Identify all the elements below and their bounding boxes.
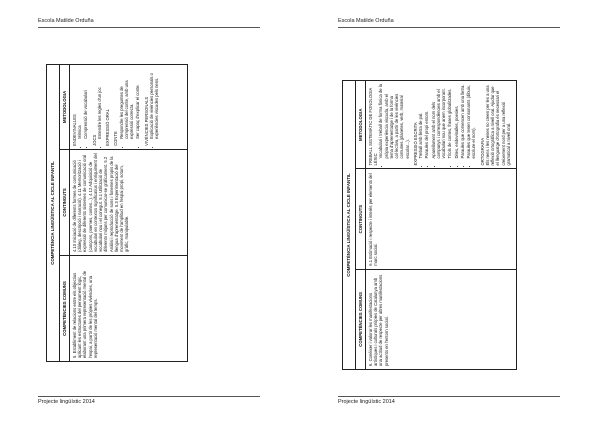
header-rule xyxy=(338,27,560,28)
method-item: • Treball amb lletra de pal. xyxy=(418,84,423,159)
competency-text: 6. Conèixer i valorar les manifestacions artístiques i culturals pròpies de Catalunya amb una actitud de respecte per altres manifestacions presents en l'entorn social. xyxy=(367,274,389,366)
method-item: • Paraules que comencen amb una lletra. xyxy=(460,84,465,159)
method-item: • Comprensió de vocabulari xyxy=(83,68,88,139)
method-item: • Respondre les preguntes de comprensió del conte, amb una expressió correcta. xyxy=(119,68,135,139)
content-text: 4.10 Iniciació de diferents formes de comunicació (diàleg, descripció i narració). 4.11 Memorització i expressió de diferents sistemes de comunicació oral (cançons, poemes, contes...). 4.12 Adquisició de vocabulari en contextos significatius i enriquiment del vocabulari nou i el conegut. 5.1 Utilització de diferents mitjans per comunicar-se gràficament. 5.2 Anàlisi i reproducció de sons i fonemes propis de la llengua d'aprenentatge. 5.3 Experimentació del moviment de l'amplitud en l'espai propi, sotum, gràfic, manipulable. xyxy=(71,153,130,252)
table-title: COMPETÈNCIA LINGÜÍSTICA AL CICLE INFANTIL xyxy=(47,65,60,362)
content-text: 6.1 Estimació i respecte i interès per elements del marc social. xyxy=(367,173,379,266)
col-header-competencies: COMPETÈNCIES COMUNS xyxy=(355,269,365,369)
method-heading: EXPRESSIÓ ORAL xyxy=(105,109,111,146)
header-rule xyxy=(38,27,260,28)
col-header-content: CONTINGUTS xyxy=(355,169,365,269)
footer-rule xyxy=(38,396,260,397)
method-item: • Ser capaç d'explicar el conte. xyxy=(135,68,140,139)
rotated-table-left xyxy=(46,64,188,362)
method-item: • Entendre les regles d'un joc xyxy=(97,68,102,139)
method-heading: VIVÈNCIES PERSONALS xyxy=(143,96,149,146)
col-header-method: METODOLOGIA xyxy=(59,65,69,150)
competency-text: 5. Establiment de relacions entre els objectius aplicant les estructures del pensament lògic, elaborant una primera representació mental de l'espai, a partir de les pròpies vivències, una representació mental del temps. xyxy=(71,270,98,358)
page-header: Escola Matilde Orduña xyxy=(338,18,394,24)
competency-cell xyxy=(365,269,516,369)
method-item: • Vocabulari i treball de forma fònica de la pròpia experiència viscuda, amb el tema d'aprenentatge i de la forma col·lectiva, a partir de les vivències comunes (planetes, verb, material escolar...). xyxy=(378,84,410,159)
competency-table xyxy=(342,80,517,370)
method-item: • Explicació de vivències personals o experiències viscudes pels nens. xyxy=(149,68,160,139)
method-item: • Mímica xyxy=(77,68,82,139)
content-cell xyxy=(365,169,516,269)
method-item: • Paraules del propi entorn. xyxy=(424,84,429,159)
page-right xyxy=(300,0,600,424)
rotated-table-right xyxy=(342,80,517,370)
method-heading: EXPRESSIÓ ESCRITA xyxy=(412,122,418,166)
col-header-method: METODOLOGIA xyxy=(355,81,365,170)
method-heading: ORTOGRAFIA xyxy=(479,137,485,166)
method-heading: TREBALL SISTEMÀTIC DE FONOLOGIA LÈXIC xyxy=(367,87,379,166)
page-footer: Projecte lingüístic 2014 xyxy=(338,399,395,405)
method-heading: CONTE xyxy=(113,131,119,146)
method-item: • Aparellament amb el nom dels companys i correspondències amb el vocabulari nou que anem incorporant. xyxy=(431,84,447,159)
competency-table xyxy=(46,64,188,362)
method-item: • Dites, endevinalles, poesies. xyxy=(454,84,459,159)
competency-cell xyxy=(69,255,187,361)
method-text: Els nens i les nenes no creen per les a una reflexió ortogràfica a nivell oral. Ajudar que el llenguatge d'ortografia és necessari el creixement nord per a una reflexió gramatical a nivell oral. xyxy=(484,85,511,166)
method-item: • Paraules que tenen consonants (dibuix, escriure el nom). xyxy=(466,84,477,159)
method-heading: ENDEVINALLES xyxy=(71,114,77,146)
col-header-content: CONTINGUTS xyxy=(59,149,69,255)
method-cell xyxy=(365,81,516,170)
method-cell xyxy=(69,65,187,150)
table-title: COMPETÈNCIA LINGÜÍSTICA AL CICLE INFANTIL xyxy=(343,81,356,370)
method-heading: JOCS xyxy=(91,134,97,146)
footer-rule xyxy=(338,396,560,397)
col-header-competencies: COMPETÈNCIES COMUNS xyxy=(59,255,69,361)
page-header: Escola Matilde Orduña xyxy=(38,18,94,24)
method-item: • Títols de contes, frases globalitzades. xyxy=(447,84,452,159)
content-cell xyxy=(69,149,187,255)
page-footer: Projecte lingüístic 2014 xyxy=(38,399,95,405)
